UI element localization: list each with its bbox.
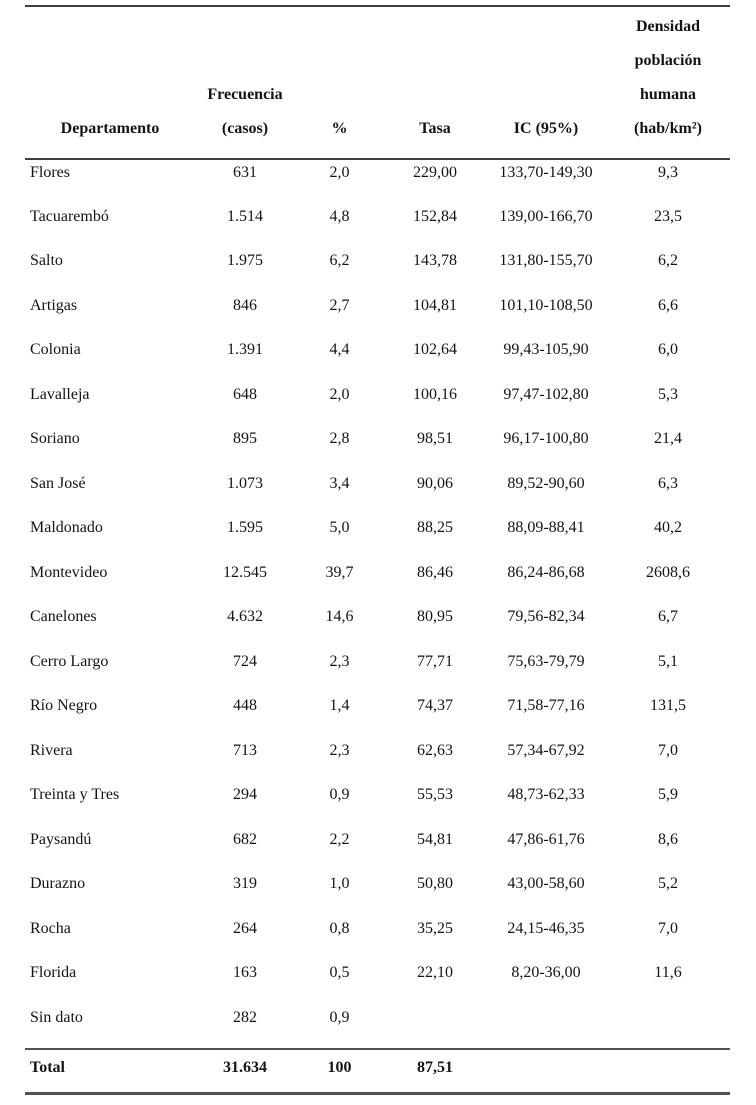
cell-casos: 163 (233, 964, 257, 981)
cell-ic: 139,00-166,70 (499, 207, 593, 225)
cell-porcentaje: 1,4 (329, 697, 350, 714)
cell-ic: 97,47-102,80 (503, 385, 589, 403)
cell-casos: 1.073 (227, 474, 263, 492)
table-row (25, 738, 730, 783)
cell-porcentaje: 2,0 (329, 164, 350, 181)
cell-ic: 57,34-67,92 (507, 741, 585, 759)
cell-tasa: 88,25 (417, 519, 453, 536)
cell-casos: 895 (233, 430, 257, 447)
cell-total-densidad (606, 1049, 730, 1093)
cell-porcentaje: 0,9 (329, 1008, 350, 1026)
table-row (25, 960, 730, 1005)
table-row (25, 649, 730, 694)
table-row (25, 693, 730, 738)
cell-tasa: 152,84 (413, 207, 457, 225)
cell-ic: 131,80-155,70 (499, 252, 593, 269)
column-header-densidad (606, 6, 730, 159)
cell-tasa: 35,25 (417, 919, 453, 937)
cell-casos: 282 (233, 1008, 257, 1026)
cell-porcentaje: 2,7 (329, 296, 350, 314)
column-header-frecuencia (195, 6, 295, 159)
cell-porcentaje: 0,9 (329, 786, 350, 803)
cell-tasa: 229,00 (413, 164, 457, 181)
cell-total-tasa: 87,51 (384, 1049, 486, 1093)
cell-tasa: 86,46 (417, 563, 453, 581)
cell-ic: 86,24-86,68 (507, 563, 585, 581)
cell-porcentaje: 2,8 (329, 430, 350, 447)
cell-departamento: Treinta y Tres (30, 786, 120, 803)
column-header-tasa (384, 6, 486, 159)
cell-casos: 724 (233, 652, 257, 670)
header-line: % (331, 120, 348, 137)
cell-densidad: 11,6 (654, 964, 682, 981)
cell-densidad: 7,0 (658, 919, 678, 937)
cell-tasa: 54,81 (417, 830, 453, 848)
cell-departamento: Paysandú (30, 830, 92, 848)
table-row (25, 827, 730, 872)
cell-casos: 1.595 (227, 519, 263, 536)
cell-casos: 631 (233, 164, 257, 181)
column-header-porcentaje (295, 6, 384, 159)
cell-porcentaje: 4,8 (329, 207, 350, 225)
cell-total-label: Total (25, 1049, 195, 1093)
cell-casos: 648 (233, 385, 257, 403)
table-row (25, 159, 730, 204)
cell-departamento: San José (30, 474, 86, 492)
cell-casos: 682 (233, 830, 257, 848)
cell-porcentaje: 2,3 (329, 652, 350, 670)
cell-total-porcentaje: 100 (295, 1049, 384, 1093)
table-row (25, 204, 730, 249)
table-row (25, 382, 730, 427)
cell-departamento: Canelones (30, 608, 97, 625)
table-row (25, 426, 730, 471)
cell-densidad: 6,6 (658, 296, 678, 314)
cell-departamento: Artigas (30, 296, 78, 314)
cell-casos: 1.514 (227, 207, 263, 225)
cell-ic: 43,00-58,60 (507, 875, 585, 892)
cell-ic: 24,15-46,35 (507, 919, 585, 937)
cell-tasa: 50,80 (417, 875, 453, 892)
cell-porcentaje: 5,0 (329, 519, 350, 536)
table-row (25, 916, 730, 961)
cell-casos: 713 (233, 741, 257, 759)
cell-densidad: 5,1 (658, 652, 678, 670)
cell-casos: 846 (233, 296, 257, 314)
cell-porcentaje: 0,5 (329, 964, 350, 981)
table-row (25, 604, 730, 649)
table-row (25, 560, 730, 605)
cell-porcentaje: 14,6 (325, 608, 354, 625)
cell-ic: 101,10-108,50 (499, 296, 593, 314)
cell-densidad: 5,2 (658, 875, 678, 892)
cell-porcentaje: 0,8 (329, 919, 350, 937)
cell-departamento: Cerro Largo (30, 652, 109, 670)
cell-densidad: 5,3 (658, 385, 678, 403)
cell-departamento: Flores (30, 164, 70, 181)
cell-casos: 319 (233, 875, 257, 892)
table-row (25, 293, 730, 338)
cell-casos: 448 (233, 697, 257, 714)
cell-tasa: 22,10 (417, 964, 453, 981)
cell-ic: 8,20-36,00 (511, 964, 581, 981)
cell-porcentaje: 2,2 (329, 830, 350, 848)
header-line: (casos) (221, 120, 269, 137)
cell-densidad (606, 1005, 730, 1050)
cell-ic: 71,58-77,16 (507, 697, 585, 714)
cell-tasa: 62,63 (417, 741, 453, 759)
table-row (25, 1005, 730, 1050)
cell-ic (486, 1005, 606, 1050)
cell-tasa: 55,53 (417, 786, 453, 803)
cell-porcentaje: 1,0 (329, 875, 350, 892)
header-line: (hab/km²) (634, 120, 702, 137)
header-line: población (634, 52, 702, 69)
cell-ic: 96,17-100,80 (503, 430, 589, 447)
cell-tasa: 98,51 (417, 430, 453, 447)
cell-porcentaje: 6,2 (329, 252, 350, 269)
cell-ic: 133,70-149,30 (499, 164, 593, 181)
cell-densidad: 5,9 (658, 786, 678, 803)
header-row (25, 6, 730, 159)
header-line: Departamento (60, 120, 160, 137)
table-row (25, 248, 730, 293)
header-line: Frecuencia (207, 86, 283, 103)
cell-casos: 1.391 (227, 341, 263, 358)
cell-porcentaje: 2,0 (329, 385, 350, 403)
cell-tasa (384, 1005, 486, 1050)
cell-departamento: Rivera (30, 741, 73, 759)
cell-departamento: Lavalleja (30, 385, 90, 403)
cell-departamento: Montevideo (30, 563, 108, 581)
cell-porcentaje: 4,4 (329, 341, 350, 358)
cell-departamento: Durazno (30, 875, 86, 892)
cell-casos: 294 (233, 786, 257, 803)
cell-departamento: Soriano (30, 430, 80, 447)
cell-densidad: 40,2 (654, 519, 682, 536)
cell-departamento: Salto (30, 252, 63, 269)
header-line: humana (639, 86, 697, 103)
cell-departamento: Río Negro (30, 697, 98, 714)
cell-tasa: 100,16 (413, 385, 457, 403)
cell-densidad: 21,4 (654, 430, 682, 447)
total-row (25, 1049, 730, 1093)
cell-porcentaje: 39,7 (325, 563, 354, 581)
cell-densidad: 8,6 (658, 830, 678, 848)
cell-porcentaje: 3,4 (329, 474, 350, 492)
cell-casos: 264 (233, 919, 257, 937)
cell-casos: 1.975 (227, 252, 263, 269)
table-row (25, 871, 730, 916)
cell-densidad: 131,5 (650, 697, 686, 714)
cell-densidad: 6,2 (658, 252, 678, 269)
cell-ic: 79,56-82,34 (507, 608, 585, 625)
cell-tasa: 143,78 (413, 252, 457, 269)
cell-ic: 99,43-105,90 (503, 341, 589, 358)
cell-densidad: 7,0 (658, 741, 678, 759)
cell-departamento: Tacuarembó (30, 207, 109, 225)
cell-densidad: 9,3 (658, 164, 678, 181)
cell-casos: 4.632 (227, 608, 263, 625)
column-header-departamento (25, 6, 195, 159)
header-line: IC (95%) (513, 120, 579, 137)
cell-ic: 47,86-61,76 (507, 830, 585, 848)
cell-tasa: 102,64 (413, 341, 457, 358)
table-row (25, 515, 730, 560)
cell-densidad: 23,5 (654, 207, 682, 225)
header-line: Tasa (419, 120, 451, 137)
cell-departamento: Maldonado (30, 519, 103, 536)
cell-departamento: Florida (30, 964, 77, 981)
cell-casos: 12.545 (223, 563, 267, 581)
cell-total-casos: 31.634 (195, 1049, 295, 1093)
cell-ic: 48,73-62,33 (507, 786, 585, 803)
cell-densidad: 2608,6 (646, 563, 690, 581)
cell-densidad: 6,0 (658, 341, 678, 358)
cell-total-ic (486, 1049, 606, 1093)
table-header (25, 6, 730, 159)
cell-departamento: Rocha (30, 919, 71, 937)
cell-tasa: 80,95 (417, 608, 453, 625)
cell-ic: 89,52-90,60 (507, 474, 585, 492)
cell-tasa: 90,06 (417, 474, 453, 492)
column-header-ic (486, 6, 606, 159)
cell-densidad: 6,3 (658, 474, 678, 492)
cell-ic: 88,09-88,41 (507, 519, 585, 536)
header-line: Densidad (635, 18, 701, 35)
table-row (25, 471, 730, 516)
cell-tasa: 74,37 (417, 697, 453, 714)
cell-departamento: Sin dato (30, 1008, 83, 1026)
cell-tasa: 77,71 (417, 652, 453, 670)
cell-departamento: Colonia (30, 341, 81, 358)
cell-ic: 75,63-79,79 (507, 652, 585, 670)
cell-porcentaje: 2,3 (329, 741, 350, 759)
page (0, 5, 756, 1105)
cell-densidad: 6,7 (658, 608, 678, 625)
table-row (25, 337, 730, 382)
table-row (25, 782, 730, 827)
table-body (25, 159, 730, 1093)
cell-tasa: 104,81 (413, 296, 457, 314)
statistics-table (25, 5, 730, 1095)
